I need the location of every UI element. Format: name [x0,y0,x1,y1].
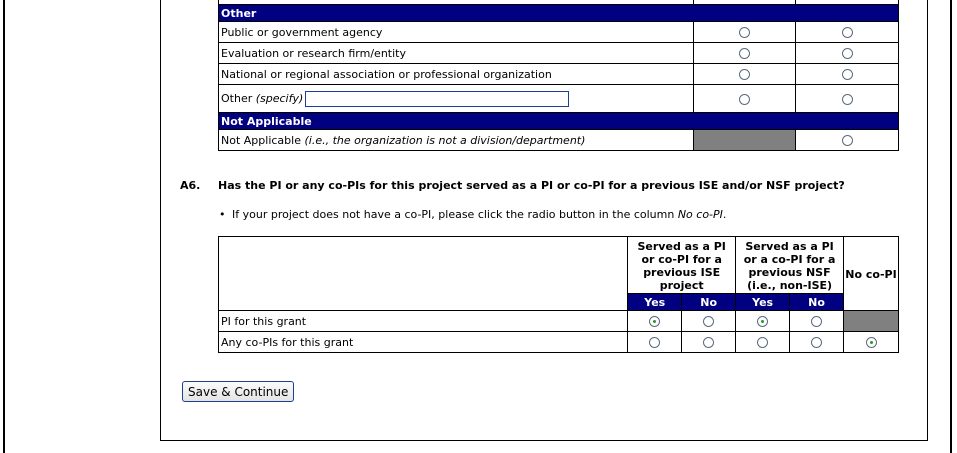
bullet-icon: • [219,208,226,221]
instruction-suffix: . [722,208,727,221]
radio-button[interactable] [739,27,750,38]
radio-button-selected[interactable] [757,316,768,327]
radio-button[interactable] [842,48,853,59]
instruction-text [232,208,726,221]
radio-cell [796,64,899,85]
radio-cell [628,311,682,332]
question-number: A6. [180,179,201,192]
radio-cell [694,64,796,85]
yes-header: Yes [628,294,682,311]
disabled-cell [844,311,899,332]
not-applicable-label: Not Applicable [221,133,305,147]
radio-cell [694,22,796,43]
radio-button[interactable] [842,135,853,146]
row-label: Any co-PIs for this grant [219,332,628,353]
table-row [219,130,899,151]
row-label: PI for this grant [219,311,628,332]
radio-button-selected[interactable] [866,337,877,348]
table-row [219,43,899,64]
column-header-ise: Served as a PI or co-PI for a previous ISE project [628,237,736,294]
row-label: National or regional association or professional organization [219,64,694,85]
radio-button[interactable] [703,337,714,348]
no-header: No [682,294,736,311]
table-row [219,332,899,353]
radio-cell [790,332,844,353]
radio-button[interactable] [649,337,660,348]
window-right-border [950,0,952,453]
radio-cell [694,85,796,113]
section-heading-label: Other [219,5,899,22]
radio-button[interactable] [739,48,750,59]
row-label [219,130,694,151]
radio-button[interactable] [739,69,750,80]
radio-cell [796,43,899,64]
radio-button[interactable] [842,27,853,38]
table-row [219,22,899,43]
instruction-italic: No co-PI [677,208,723,221]
table-header-row [219,237,899,294]
radio-cell [796,22,899,43]
radio-button[interactable] [811,316,822,327]
radio-cell [694,43,796,64]
row-label: Evaluation or research firm/entity [219,43,694,64]
radio-cell [736,332,790,353]
question-text: Has the PI or any co-PIs for this project served as a PI or co-PI for a previous ISE and/or NSF project? [218,179,845,192]
other-label: Other [221,91,256,105]
radio-button[interactable] [842,69,853,80]
column-header-nsf: Served as a PI or a co-PI for a previous NSF (i.e., non-ISE) [736,237,844,294]
radio-button[interactable] [757,337,768,348]
radio-button-selected[interactable] [649,316,660,327]
disabled-cell [694,130,796,151]
save-continue-button[interactable]: Save & Continue [182,381,294,402]
table-row [219,64,899,85]
row-label: Public or government agency [219,22,694,43]
not-applicable-note: (i.e., the organization is not a division/department) [304,133,586,147]
radio-cell [844,332,899,353]
column-header-no-copi: No co-PI [844,237,899,311]
specify-label: (specify) [255,91,304,105]
table-row [219,311,899,332]
radio-button[interactable] [811,337,822,348]
table-row-other-specify [219,85,899,113]
yes-header: Yes [736,294,790,311]
radio-cell [796,85,899,113]
instruction-prefix: If your project does not have a co-PI, please click the radio button in the column [232,208,678,221]
radio-button[interactable] [739,94,750,105]
row-label [219,85,694,113]
section-heading-other [219,5,899,22]
other-specify-input[interactable] [305,91,569,107]
prior-pi-table [218,236,899,353]
organization-type-table [218,0,899,151]
radio-button[interactable] [703,316,714,327]
no-header: No [790,294,844,311]
radio-cell [736,311,790,332]
radio-cell [790,311,844,332]
window-left-border [3,0,5,453]
radio-button[interactable] [842,94,853,105]
radio-cell [682,332,736,353]
radio-cell [796,130,899,151]
radio-cell [682,311,736,332]
section-heading-not-applicable [219,113,899,130]
section-heading-label: Not Applicable [219,113,899,130]
table-cell [219,237,628,311]
radio-cell [628,332,682,353]
